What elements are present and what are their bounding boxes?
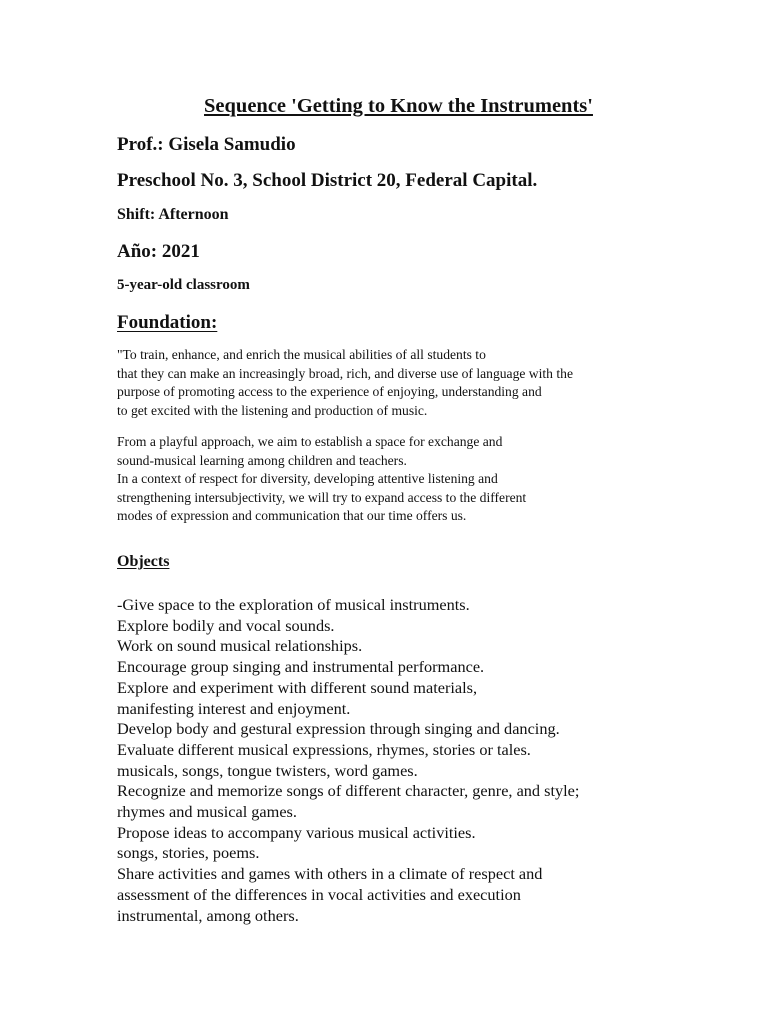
classroom-line: 5-year-old classroom — [117, 277, 250, 293]
foundation-p1-line: purpose of promoting access to the experience of enjoying, understanding and — [117, 384, 542, 399]
objects-line: Explore bodily and vocal sounds. — [117, 615, 335, 635]
objects-line: musicals, songs, tongue twisters, word games. — [117, 760, 418, 780]
objects-line: Propose ideas to accompany various musical activities. — [117, 822, 476, 842]
year-line: Año: 2021 — [117, 241, 200, 262]
objects-line: manifesting interest and enjoyment. — [117, 698, 351, 718]
objects-line: Encourage group singing and instrumental performance. — [117, 657, 485, 677]
shift-line: Shift: Afternoon — [117, 206, 229, 223]
objects-line: Develop body and gestural expression through singing and dancing. — [117, 719, 560, 739]
objects-line: Evaluate different musical expressions, rhymes, stories or tales. — [117, 739, 531, 759]
objects-list — [117, 595, 579, 926]
foundation-p2-line: From a playful approach, we aim to establish a space for exchange and — [117, 434, 503, 449]
objects-line: Share activities and games with others in a climate of respect and — [117, 864, 543, 884]
foundation-p2-line: modes of expression and communication that our time offers us. — [117, 508, 467, 523]
foundation-p1-line: "To train, enhance, and enrich the musical abilities of all students to — [117, 347, 486, 362]
objects-line: rhymes and musical games. — [117, 802, 297, 822]
objects-heading — [117, 553, 183, 571]
objects-line: assessment of the differences in vocal activities and execution — [117, 884, 521, 904]
objects-line: Work on sound musical relationships. — [117, 636, 363, 656]
objects-line: Explore and experiment with different sound materials, — [117, 677, 478, 697]
school-line: Preschool No. 3, School District 20, Federal Capital. — [117, 170, 538, 191]
foundation-p2-line: In a context of respect for diversity, developing attentive listening and — [117, 471, 498, 486]
foundation-p1-line: that they can make an increasingly broad, rich, and diverse use of language with the — [117, 365, 573, 381]
foundation-paragraph-2 — [117, 433, 526, 526]
objects-line: instrumental, among others. — [117, 905, 299, 925]
objects-line: -Give space to the exploration of musical instruments. — [117, 595, 470, 614]
foundation-p1-line: to get excited with the listening and production of music. — [117, 402, 428, 418]
objects-heading-text: Objects — [117, 553, 170, 570]
foundation-p2-line: sound-musical learning among children and teachers. — [117, 452, 407, 468]
objects-line: Recognize and memorize songs of different character, genre, and style; — [117, 781, 580, 801]
document-title: Sequence 'Getting to Know the Instruments' — [204, 95, 593, 117]
foundation-heading-text: Foundation: — [117, 312, 218, 333]
professor-line: Prof.: Gisela Samudio — [117, 134, 296, 155]
objects-line: songs, stories, poems. — [117, 843, 260, 863]
foundation-p2-line: strengthening intersubjectivity, we will try to expand access to the different — [117, 489, 527, 505]
foundation-paragraph-1 — [117, 346, 573, 420]
foundation-heading — [117, 312, 257, 334]
